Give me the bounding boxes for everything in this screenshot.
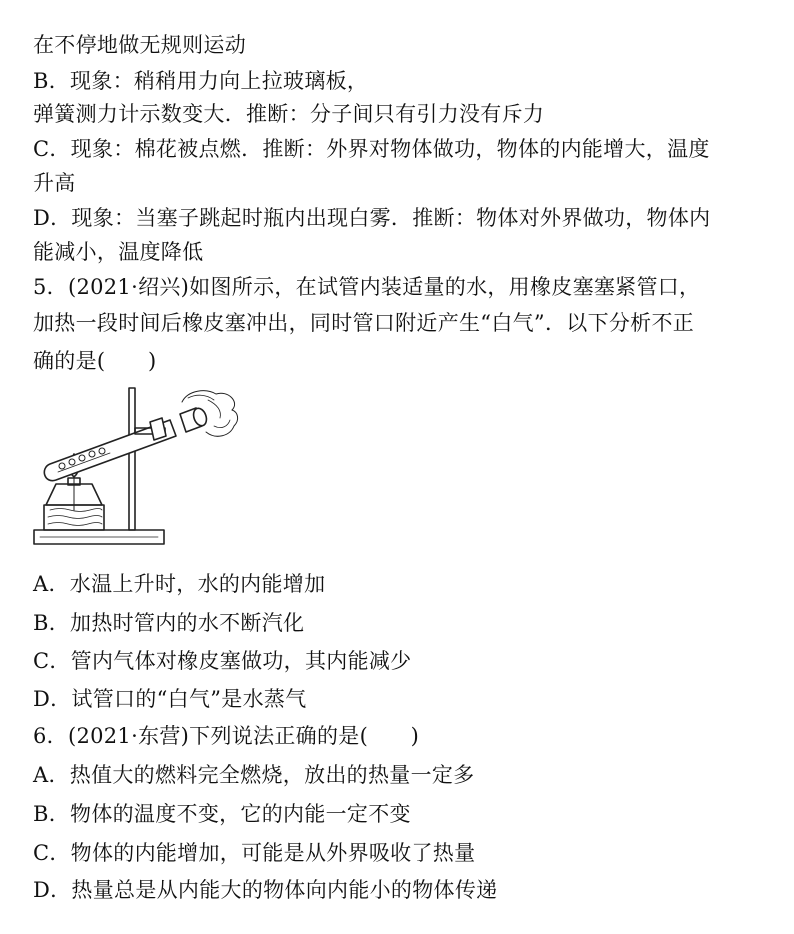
q4-option-c-line2: 升高 [33,171,76,195]
q4-option-b-line1: B．现象：稍稍用力向上拉玻璃板， [33,69,369,93]
q6-option-d: D．热量总是从内能大的物体向内能小的物体传递 [33,878,498,902]
stand-rod [129,388,135,530]
q5-option-c: C．管内气体对橡皮塞做功，其内能减少 [33,649,412,673]
q5-option-a: A．水温上升时，水的内能增加 [33,572,326,596]
q4-option-b-line2: 弹簧测力计示数变大．推断：分子间只有引力没有斥力 [33,102,545,126]
q5-option-d: D．试管口的“白气”是水蒸气 [33,687,307,711]
q4-option-d-line1: D．现象：当塞子跳起时瓶内出现白雾．推断：物体对外界做功，物体内 [33,206,711,230]
q4-option-c-line1: C．现象：棉花被点燃．推断：外界对物体做功，物体的内能增大，温度 [33,137,710,161]
q5-stem-line3: 确的是( ) [33,349,157,373]
q5-stem-line2: 加热一段时间后橡皮塞冲出，同时管口附近产生“白气”．以下分析不正 [33,311,695,335]
q5-stem-line1: 5．(2021·绍兴)如图所示，在试管内装适量的水，用橡皮塞塞紧管口， [33,275,701,299]
q4-option-d-line2: 能减小，温度降低 [33,240,204,264]
q6-option-a: A．热值大的燃料完全燃烧，放出的热量一定多 [33,763,475,787]
q6-stem: 6．(2021·东营)下列说法正确的是( ) [33,724,420,748]
q6-option-c: C．物体的内能增加，可能是从外界吸收了热量 [33,841,476,865]
q4-stem-tail: 在不停地做无规则运动 [33,33,246,57]
q5-option-b: B．加热时管内的水不断汽化 [33,611,305,635]
test-tube-apparatus-illustration [30,380,240,555]
q6-option-b: B．物体的温度不变，它的内能一定不变 [33,802,411,826]
